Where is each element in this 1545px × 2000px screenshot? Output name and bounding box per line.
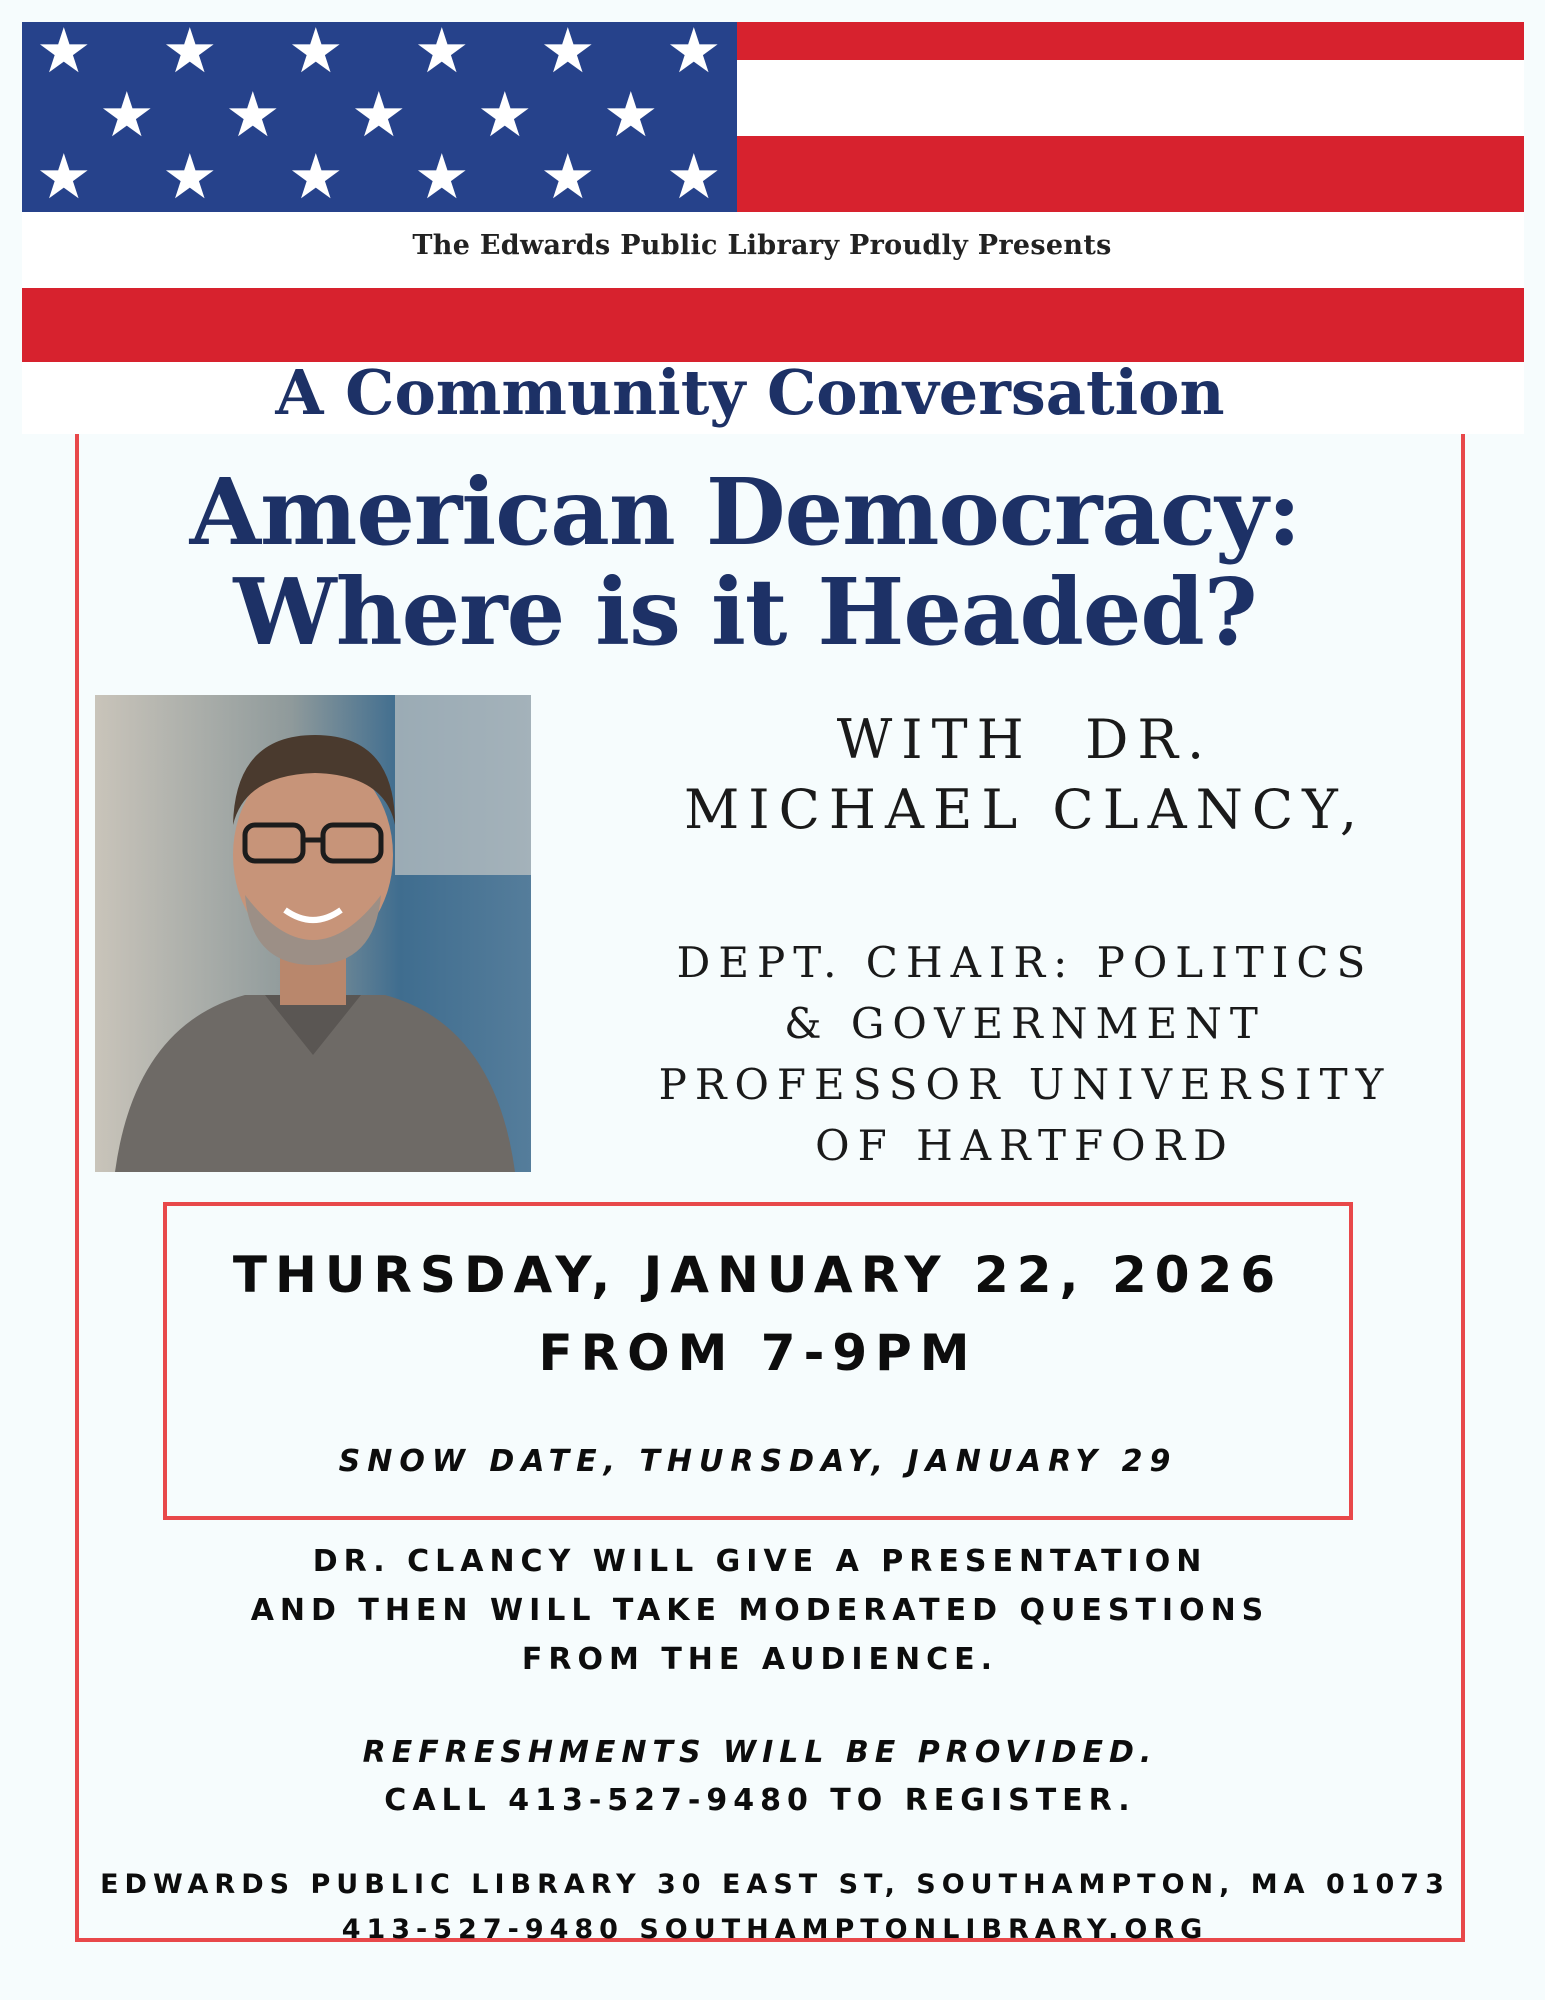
snow-date: SNOW DATE, THURSDAY, JANUARY 29 xyxy=(338,1444,1178,1479)
star-icon: ★ xyxy=(36,22,92,87)
speaker-portrait-icon xyxy=(95,695,531,1172)
flag-canton xyxy=(22,22,737,212)
speaker-line1: WITH DR. xyxy=(836,708,1214,771)
description-line2: AND THEN WILL TAKE MODERATED QUESTIONS xyxy=(250,1593,1270,1628)
event-date-line: THURSDAY, JANUARY 22, 2026 xyxy=(232,1246,1284,1304)
presents-line: The Edwards Public Library Proudly Presents xyxy=(412,230,1112,261)
affiliation-line4: OF HARTFORD xyxy=(815,1121,1235,1170)
library-footer xyxy=(80,1862,1470,1952)
library-contact: 413-527-9480 SOUTHAMPTONLIBRARY.ORG xyxy=(341,1914,1209,1945)
refreshments-note: REFRESHMENTS WILL BE PROVIDED. xyxy=(362,1735,1158,1770)
event-date xyxy=(163,1236,1353,1392)
star-icon: ★ xyxy=(162,140,218,212)
event-title-line1: American Democracy: xyxy=(189,458,1301,566)
description-line3: FROM THE AUDIENCE. xyxy=(521,1642,999,1677)
star-icon: ★ xyxy=(666,22,722,87)
star-icon: ★ xyxy=(540,22,596,87)
library-address: EDWARDS PUBLIC LIBRARY 30 EAST ST, SOUTHAMPTON, MA 01073 xyxy=(100,1869,1450,1900)
star-icon: ★ xyxy=(288,140,344,212)
star-icon: ★ xyxy=(603,78,659,151)
star-icon: ★ xyxy=(351,78,407,151)
event-title xyxy=(100,458,1390,666)
star-icon: ★ xyxy=(162,22,218,87)
event-title-line2: Where is it Headed? xyxy=(233,558,1257,666)
register-note: CALL 413-527-9480 TO REGISTER. xyxy=(384,1783,1136,1818)
affiliation-line2: & GOVERNMENT xyxy=(784,999,1266,1048)
affiliation-line3: PROFESSOR UNIVERSITY xyxy=(658,1060,1392,1109)
speaker-name xyxy=(560,705,1490,845)
series-title: A Community Conversation xyxy=(275,356,1225,429)
flag-stripe-red xyxy=(22,288,1524,364)
star-icon: ★ xyxy=(225,78,281,151)
star-icon: ★ xyxy=(99,78,155,151)
star-icon: ★ xyxy=(477,78,533,151)
american-flag-banner xyxy=(22,22,1524,360)
star-icon: ★ xyxy=(666,140,722,212)
speaker-photo xyxy=(95,695,531,1172)
speaker-affiliation xyxy=(560,932,1490,1176)
event-description xyxy=(100,1537,1420,1684)
star-icon: ★ xyxy=(414,140,470,212)
speaker-line2: MICHAEL CLANCY, xyxy=(683,778,1367,841)
star-icon: ★ xyxy=(540,140,596,212)
star-icon: ★ xyxy=(36,140,92,212)
star-icon: ★ xyxy=(414,22,470,87)
affiliation-line1: DEPT. CHAIR: POLITICS xyxy=(676,938,1374,987)
event-time-line: FROM 7-9PM xyxy=(538,1324,978,1382)
description-line1: DR. CLANCY WILL GIVE A PRESENTATION xyxy=(312,1544,1208,1579)
star-icon: ★ xyxy=(288,22,344,87)
